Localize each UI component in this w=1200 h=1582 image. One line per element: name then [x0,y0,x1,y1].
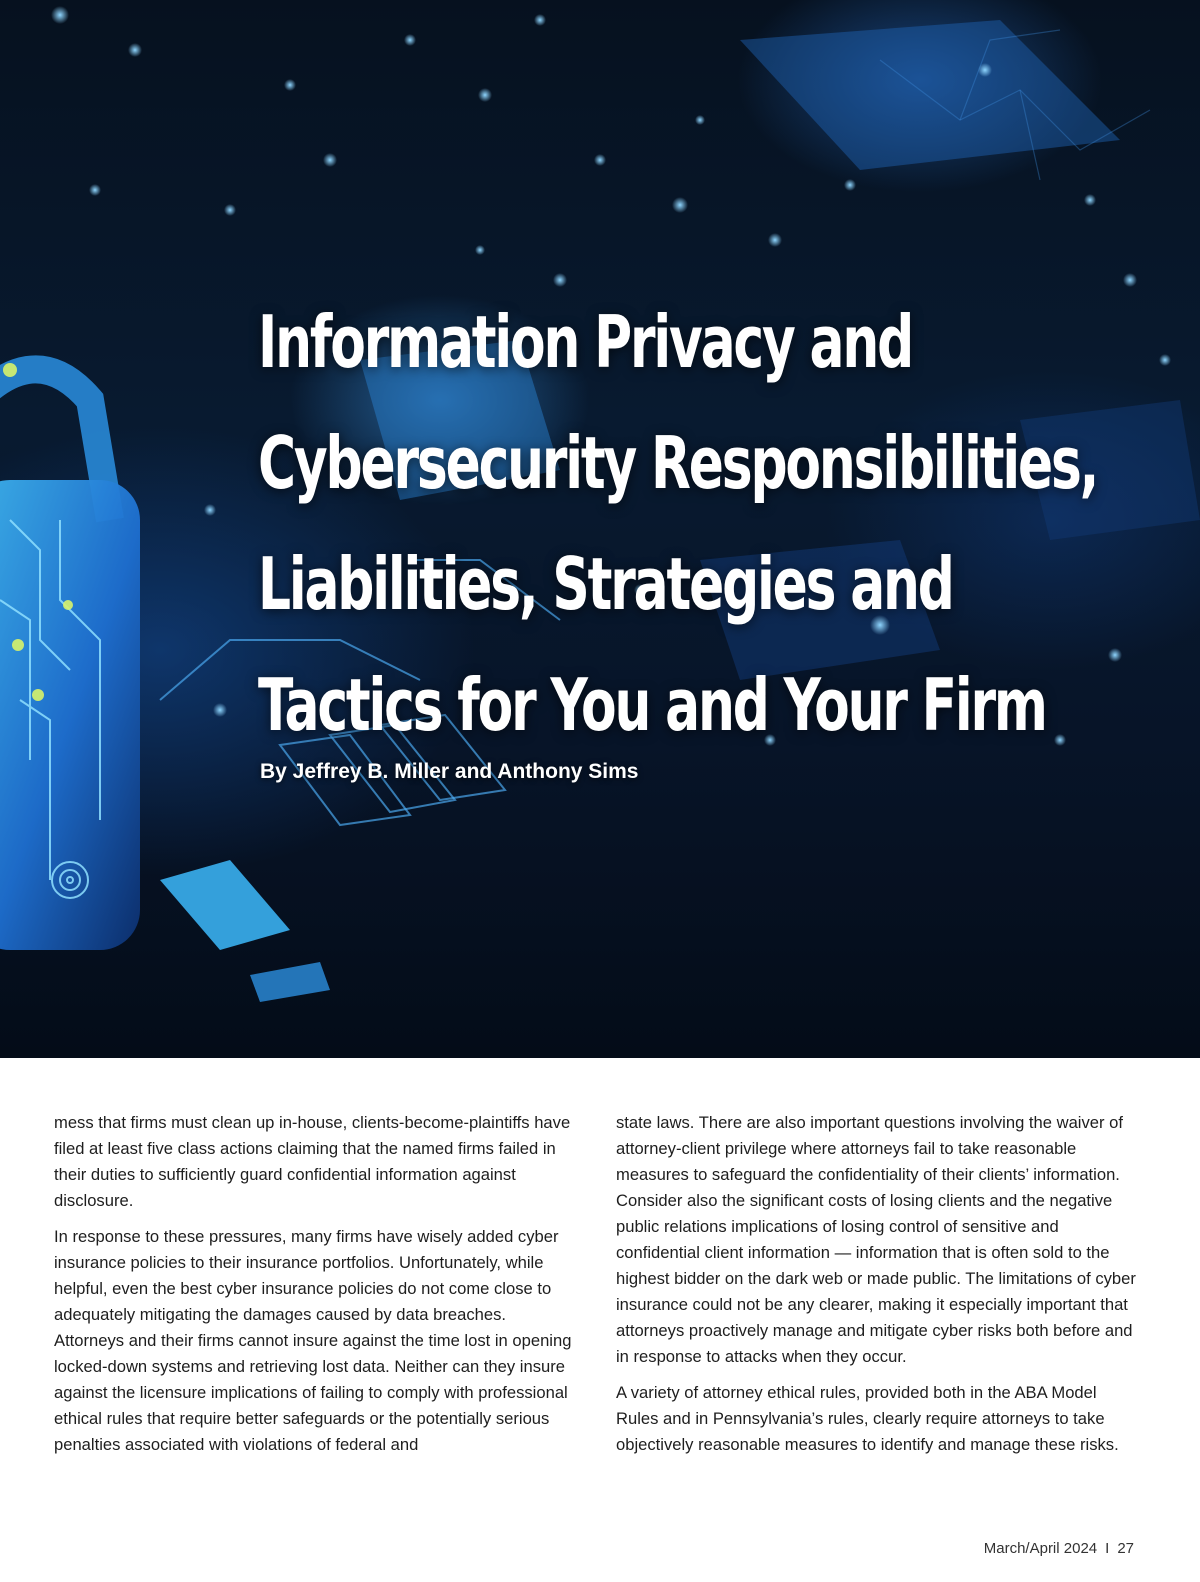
title-line: Cybersecurity Responsibilities, [258,421,1098,505]
article-title [258,282,1098,766]
body-paragraph: state laws. There are also important questions involving the waiver of attorney-client privilege where attorneys fail to take reasonable measures to safeguard the confidentiality of their clients’ information. Consider also the significant costs of losing clients and the negative public relations implications of losing control of sensitive and confidential client information — information that is often sold to the highest bidder on the dark web or made public. The limitations of cyber insurance could not be any clearer, making it especially important that attorneys proactively manage and mitigate cyber risks both before and in response to attacks when they occur. [616,1113,1136,1366]
page-number: 27 [1117,1540,1134,1557]
byline: By Jeffrey B. Miller and Anthony Sims [260,760,639,783]
title-line: Liabilities, Strategies and [258,542,953,626]
issue-date: March/April 2024 [983,1540,1098,1557]
title-line: Information Privacy and [258,300,913,384]
body-paragraph: In response to these pressures, many firms have wisely added cyber insurance policies to their insurance portfolios. Unfortunately, while helpful, even the best cyber insurance policies do not come close to adequately mitigating the damages caused by data breaches. Attorneys and their firms cannot insure against the time lost in opening locked-down systems and retrieving lost data. Neither can they insure against the licensure implications of failing to comply with professional ethical rules that require better safeguards or the potentially serious penalties associated with violations of federal and [54,1227,572,1454]
body-paragraph: A variety of attorney ethical rules, provided both in the ABA Model Rules and in Pennsylvania’s rules, clearly require attorneys to take objectively reasonable measures to identify and manage these risks. [616,1383,1119,1454]
body-column-right [616,1110,1136,1468]
page-footer [984,1540,1134,1557]
padlock-circuit-illustration [0,363,140,950]
body-column-left [54,1110,574,1468]
footer-separator: I [1105,1540,1110,1557]
title-line: Tactics for You and Your Firm [258,663,1046,747]
body-paragraph: mess that firms must clean up in-house, clients-become-plaintiffs have filed at least five class actions claiming that the named firms failed in their duties to sufficiently guard confidential information against disclosure. [54,1113,571,1210]
